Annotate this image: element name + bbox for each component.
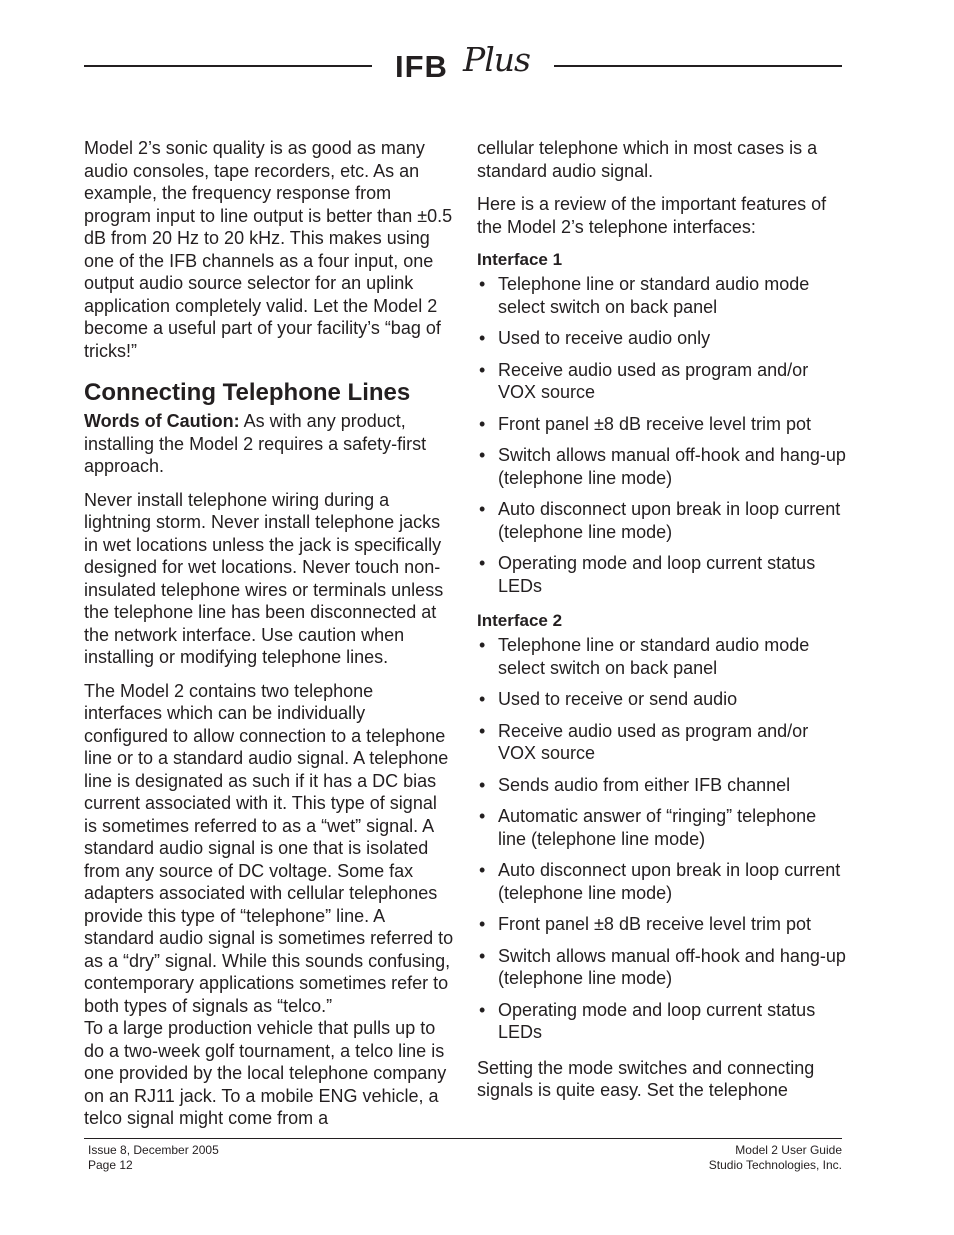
storm-paragraph: Never install telephone wiring during a lightning storm. Never install telephone jacks in wet locations unless the jack is specifically designed for wet locations. Never touch non-insulated telephone wires or terminals unless the telephone line has been disconnected at the network interface. Use caution when installing or modifying telephone lines. xyxy=(84,489,444,667)
list-item: • Front panel ±8 dB receive level trim pot xyxy=(477,913,847,936)
logo-plus-script: Plus xyxy=(463,40,530,79)
caution-text: As with any product, installing the Model 2 requires a safety-first approach. xyxy=(84,411,427,476)
list-item: • Sends audio from either IFB channel xyxy=(477,774,847,797)
list-item: • Operating mode and loop current status LEDs xyxy=(477,552,847,597)
caution-label: Words of Caution: xyxy=(84,411,240,431)
caution-paragraph xyxy=(84,410,454,478)
footer-issue: Issue 8, December 2005 xyxy=(88,1143,219,1157)
footer-left xyxy=(88,1143,219,1173)
interfaces-paragraph: The Model 2 contains two telephone interfaces which can be individually configured to allow connection to a telephone line or to a standard audio signal. A telephone line is designated as such if it has a DC bias current associated with it. This type of signal is sometimes referred to as a “wet” signal. A standard audio signal is one that is isolated from any source of DC voltage. Some fax adapters associated with cellular telephones provide this type of “telephone” line. A standard audio signal is sometimes referred to as a “dry” signal. While this sounds confusing, contemporary applications sometimes refer to both types of signals as “telco.” xyxy=(84,680,454,1016)
interface1-list xyxy=(477,273,847,597)
closing-paragraph: Setting the mode switches and connecting signals is quite easy. Set the telephone xyxy=(477,1057,815,1100)
section-heading: Connecting Telephone Lines xyxy=(84,379,411,406)
footer-rule xyxy=(84,1138,842,1139)
interface2-list xyxy=(477,634,847,1044)
continuation-paragraph: cellular telephone which in most cases is a standard audio signal. xyxy=(477,138,818,181)
vehicle-paragraph: To a large production vehicle that pulls up to do a two-week golf tournament, a telco line is one provided by the local telephone company on an RJ11 jack. To a mobile ENG vehicle, a telco signal might come from a xyxy=(84,1018,447,1128)
list-item: • Receive audio used as program and/or VOX source xyxy=(477,359,847,404)
list-item: • Receive audio used as program and/or VOX source xyxy=(477,720,847,765)
list-item: • Auto disconnect upon break in loop current (telephone line mode) xyxy=(477,859,847,904)
ifb-plus-logo xyxy=(393,40,543,88)
intro-paragraph: Model 2’s sonic quality is as good as many audio consoles, tape recorders, etc. As an example, the frequency response from program input to line output is better than ±0.5 dB from 20 Hz to 20 kHz. This makes using one of the IFB channels as a four input, one output audio source selector for an uplink application completely valid. Let the Model 2 become a useful part of your facility’s “bag of tricks!” xyxy=(84,138,453,361)
list-item: • Switch allows manual off-hook and hang-up (telephone line mode) xyxy=(477,444,847,489)
list-item: • Switch allows manual off-hook and hang-up (telephone line mode) xyxy=(477,945,847,990)
header-rule-left xyxy=(84,65,372,67)
list-item: • Telephone line or standard audio mode select switch on back panel xyxy=(477,273,847,318)
footer-company: Studio Technologies, Inc. xyxy=(708,1158,842,1172)
footer-page: Page 12 xyxy=(88,1158,133,1172)
list-item: • Telephone line or standard audio mode select switch on back panel xyxy=(477,634,847,679)
list-item: • Used to receive or send audio xyxy=(477,688,847,711)
review-intro-paragraph: Here is a review of the important features of the Model 2’s telephone interfaces: xyxy=(477,194,827,237)
list-item: • Used to receive audio only xyxy=(477,327,847,350)
logo-ifb-text: IFB xyxy=(395,49,448,84)
list-item: • Operating mode and loop current status LEDs xyxy=(477,999,847,1044)
header-rule-right xyxy=(554,65,842,67)
interface1-heading: Interface 1 xyxy=(477,250,563,269)
list-item: • Automatic answer of “ringing” telephone line (telephone line mode) xyxy=(477,805,847,850)
list-item: • Front panel ±8 dB receive level trim pot xyxy=(477,413,847,436)
list-item: • Auto disconnect upon break in loop current (telephone line mode) xyxy=(477,498,847,543)
footer-right xyxy=(709,1143,842,1173)
left-column xyxy=(84,137,454,1141)
interface2-heading: Interface 2 xyxy=(477,611,563,630)
footer-guide: Model 2 User Guide xyxy=(735,1143,842,1157)
right-column xyxy=(477,137,847,1113)
